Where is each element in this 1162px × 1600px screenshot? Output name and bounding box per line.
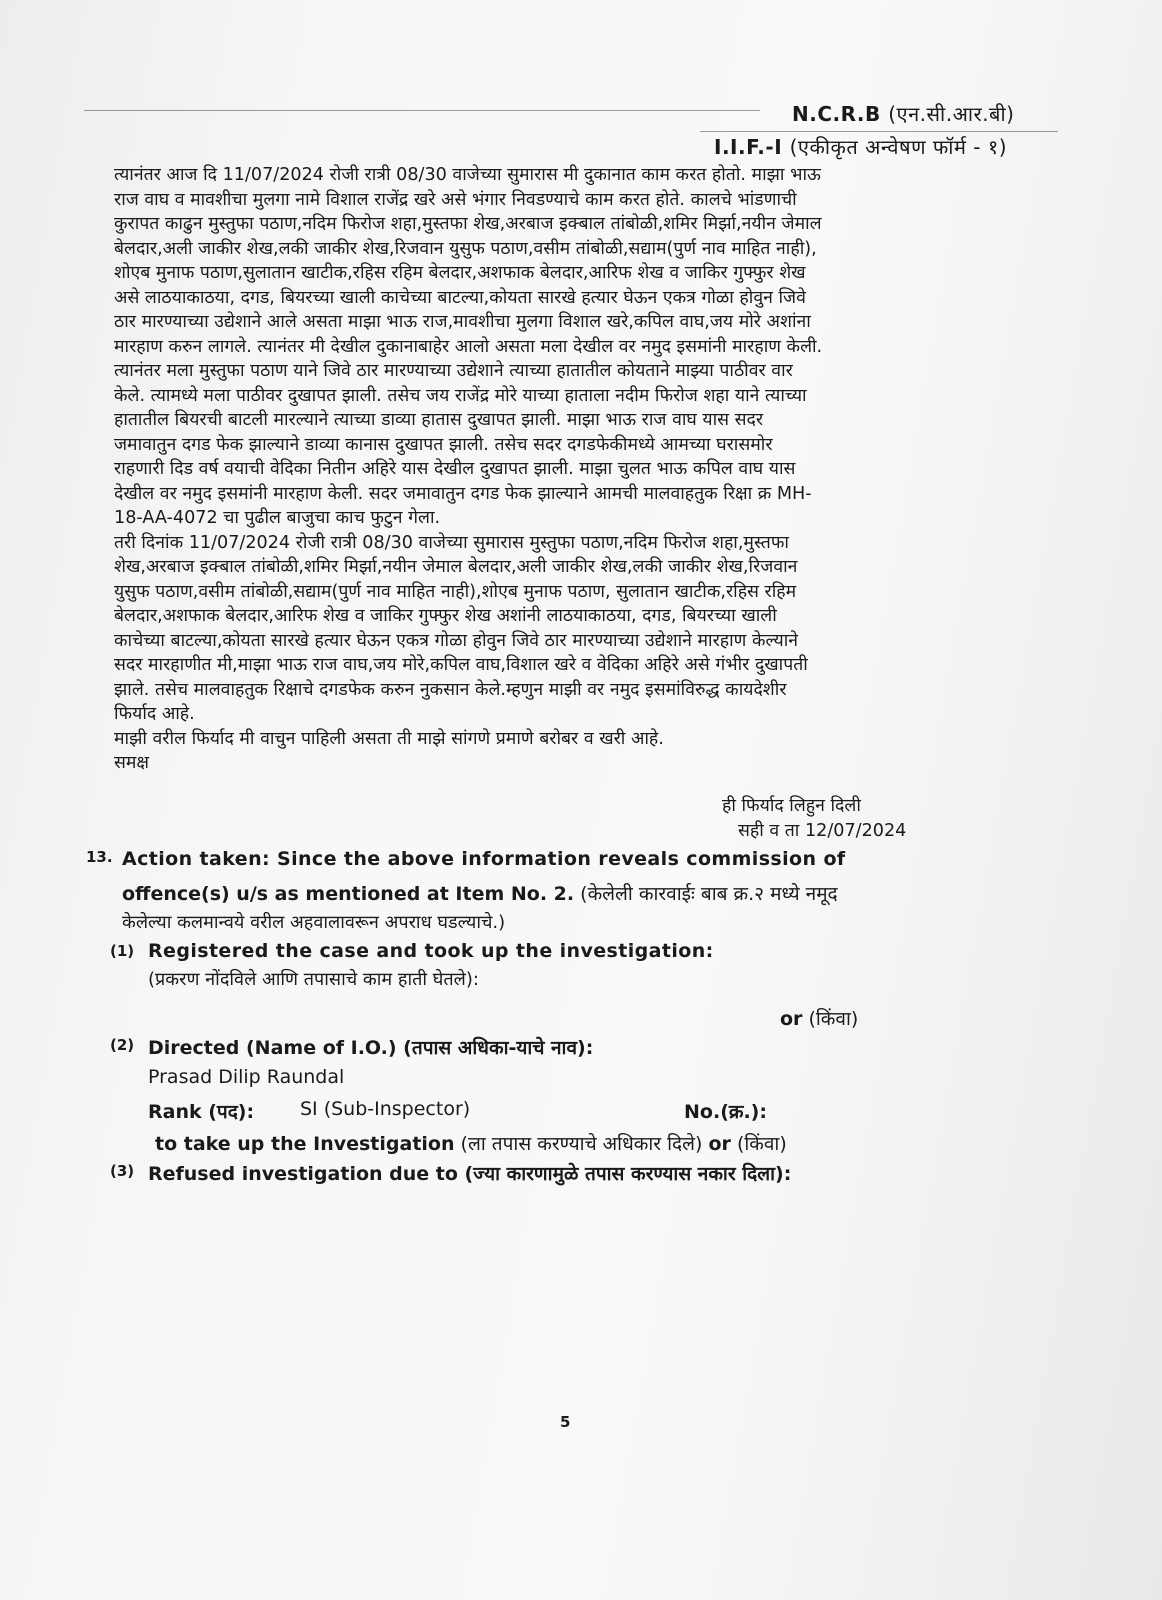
narrative-line: देखील वर नमुद इसमांनी मारहाण केली. सदर जमावातुन दगड फेक झाल्याने आमची मालवाहतुक रिक्षा क्र MH- bbox=[114, 483, 812, 504]
narrative-line: फिर्याद आहे. bbox=[114, 704, 195, 724]
or-label-marathi: (किंवा) bbox=[802, 1008, 859, 1030]
item-3-number: (3) bbox=[110, 1162, 135, 1180]
section-13-line-2 bbox=[122, 880, 838, 906]
ncrb-heading bbox=[792, 100, 1014, 127]
narrative-line: हातातील बियरची बाटली मारल्याने त्याच्या डाव्या हातास दुखापत झाली. माझा भाऊ राज वाघ यास सदर bbox=[114, 410, 764, 430]
narrative-line: राहणारी दिड वर्ष वयाची वेदिका नितीन अहिरे यास देखील दुखापत झाली. माझा चुलत भाऊ कपिल वाघ यास bbox=[114, 459, 796, 479]
or-label-2: or bbox=[708, 1133, 731, 1155]
section-13-marathi: (केलेली कारवाईः बाब क्र.२ मध्ये नमूद bbox=[574, 883, 838, 905]
item-2-label: Directed (Name of I.O.) bbox=[148, 1037, 397, 1059]
item-2-investigation-line bbox=[155, 1130, 787, 1156]
section-13-offence-text: offence(s) u/s as mentioned at Item No. 2. bbox=[122, 883, 575, 905]
item-1-marathi: (प्रकरण नोंदविले आणि तपासाचे काम हाती घेतले): bbox=[148, 969, 479, 990]
narrative-line: काचेच्या बाटल्या,कोयता सारखे हत्यार घेऊन एकत्र गोळा होवुन जिवे ठार मारण्याच्या उद्येशाने मारहाण केल्याने bbox=[114, 630, 799, 651]
item-3-label-marathi: (ज्या कारणामुळे तपास करण्यास नकार दिला): bbox=[457, 1163, 792, 1185]
narrative-line: जमावातुन दगड फेक झाल्याने डाव्या कानास दुखापत झाली. तसेच सदर दगडफेकीमध्ये आमच्या घरासमोर bbox=[114, 434, 773, 455]
investigation-marathi: (ला तपास करण्याचे अधिकार दिले) bbox=[454, 1133, 709, 1155]
or-label-2-marathi: (किंवा) bbox=[730, 1133, 787, 1155]
narrative-line: सदर मारहाणीत मी,माझा भाऊ राज वाघ,जय मोरे,कपिल वाघ,विशाल खरे व वेदिका अहिरे असे गंभीर दुखापती bbox=[114, 655, 808, 675]
rank-label-marathi: (पद): bbox=[201, 1101, 255, 1123]
narrative-line: 18-AA-4072 चा पुढील बाजुचा काच फुटुन गेला. bbox=[114, 508, 441, 528]
header-rule bbox=[84, 110, 760, 111]
narrative-line: तरी दिनांक 11/07/2024 रोजी रात्री 08/30 वाजेच्या सुमारास मुस्तुफा पठाण,नदिम फिरोज शहा,मुस्तफा bbox=[114, 532, 789, 553]
item-2-number: (2) bbox=[110, 1036, 135, 1054]
ncrb-label-marathi: (एन.सी.आर.बी) bbox=[888, 102, 1015, 126]
narrative-line: समक्ष bbox=[114, 753, 150, 773]
narrative-line: बेलदार,अली जाकीर शेख,लकी जाकीर शेख,रिजवान युसुफ पठाण,वसीम तांबोळी,सद्याम(पुर्ण नाव माहित नाही), bbox=[114, 238, 817, 259]
section-13-number: 13. bbox=[86, 848, 113, 866]
or-label: or bbox=[780, 1008, 803, 1030]
number-label-marathi: (क्र.): bbox=[720, 1101, 767, 1123]
item-3-label: Refused investigation due to bbox=[148, 1163, 458, 1185]
narrative-line: युसुफ पठाण,वसीम तांबोळी,सद्याम(पुर्ण नाव माहित नाही),शोएब मुनाफ पठाण, सुलातान खाटीक,रहिस रहिम bbox=[114, 581, 797, 602]
officer-number-label bbox=[684, 1098, 767, 1124]
form-heading bbox=[714, 133, 1007, 160]
narrative-line: त्यानंतर आज दि 11/07/2024 रोजी रात्री 08/30 वाजेच्या सुमारास मी दुकानात काम करत होतो. माझा भाऊ bbox=[114, 165, 821, 185]
form-name-marathi: (एकीकृत अन्वेषण फॉर्म - १) bbox=[789, 135, 1008, 159]
narrative-line: कुरापत काढुन मुस्तुफा पठाण,नदिम फिरोज शहा,मुस्तफा शेख,अरबाज इक्बाल तांबोळी,शमिर मिर्झा,नयीन जेमाल bbox=[114, 214, 822, 234]
or-separator-1 bbox=[780, 1005, 858, 1031]
narrative-line: राज वाघ व मावशीचा मुलगा नामे विशाल राजेंद्र खरे असे भंगार निवडण्याचे काम करत होते. कालचे भांडणाची bbox=[114, 189, 797, 210]
form-code: I.I.F.-I bbox=[714, 135, 783, 159]
item-2-heading bbox=[148, 1034, 593, 1060]
narrative-line: केले. त्यामध्ये मला पाठीवर दुखापत झाली. तसेच जय राजेंद्र मोरे याच्या हाताला नदीम फिरोज शहा याने त्याच्या bbox=[114, 385, 807, 406]
rank-label bbox=[148, 1098, 254, 1124]
investigation-text: to take up the Investigation bbox=[155, 1133, 455, 1155]
ncrb-label: N.C.R.B bbox=[792, 102, 881, 126]
complaint-narrative bbox=[114, 163, 1014, 776]
rank-label-text: Rank bbox=[148, 1101, 202, 1123]
io-name: Prasad Dilip Raundal bbox=[148, 1066, 345, 1088]
rank-value: SI (Sub-Inspector) bbox=[300, 1098, 471, 1120]
number-label-text: No. bbox=[684, 1101, 721, 1123]
narrative-line: झाले. तसेच मालवाहतुक रिक्षाचे दगडफेक करुन नुकसान केले.म्हणुन माझी वर नमुद इसमांविरुद्ध कायदेशीर bbox=[114, 679, 787, 700]
narrative-line: बेलदार,अशफाक बेलदार,आरिफ शेख व जाकिर गुफ्फुर शेख अशांनी लाठयाकाठया, दगड, बियरच्या खाली bbox=[114, 606, 777, 626]
section-13-line-3: केलेल्या कलमान्वये वरील अहवालावरून अपराध घडल्याचे.) bbox=[122, 912, 506, 933]
narrative-line: असे लाठयाकाठया, दगड, बियरच्या खाली काचेच्या बाटल्या,कोयता सारखे हत्यार घेऊन एकत्र गोळा होवुन जिवे bbox=[114, 287, 806, 308]
item-1-number: (1) bbox=[110, 942, 135, 960]
item-1-heading: Registered the case and took up the investigation: bbox=[148, 940, 714, 962]
page-number: 5 bbox=[560, 1413, 571, 1431]
narrative-line: मारहाण करुन लागले. त्यानंतर मी देखील दुकानाबाहेर आलो असता मला देखील वर नमुद इसमांनी मारहाण केली. bbox=[114, 336, 823, 357]
item-2-label-marathi: (तपास अधिका-याचे नाव): bbox=[396, 1037, 594, 1059]
signoff-statement: ही फिर्याद लिहुन दिली bbox=[722, 796, 861, 816]
narrative-line: शेख,अरबाज इक्बाल तांबोळी,शमिर मिर्झा,नयीन जेमाल बेलदार,अली जाकीर शेख,लकी जाकीर शेख,रिजवान bbox=[114, 557, 798, 577]
narrative-line: शोएब मुनाफ पठाण,सुलातान खाटीक,रहिस रहिम बेलदार,अशफाक बेलदार,आरिफ शेख व जाकिर गुफ्फुर शेख bbox=[114, 263, 806, 283]
signoff-date: सही व ता 12/07/2024 bbox=[738, 821, 907, 841]
narrative-line: माझी वरील फिर्याद मी वाचुन पाहिली असता ती माझे सांगणे प्रमाणे बरोबर व खरी आहे. bbox=[114, 728, 664, 749]
section-13-heading: Action taken: Since the above information reveals commission of bbox=[122, 848, 846, 870]
narrative-line: ठार मारण्याच्या उद्येशाने आले असता माझा भाऊ राज,मावशीचा मुलगा विशाल खरे,कपिल वाघ,जय मोरे अशांना bbox=[114, 312, 811, 332]
narrative-line: त्यानंतर मला मुस्तुफा पठाण याने जिवे ठार मारण्याच्या उद्येशाने त्याच्या हातातील कोयताने माझ्या पाठीवर वार bbox=[114, 361, 793, 381]
item-3-heading bbox=[148, 1160, 791, 1186]
header-rule-secondary bbox=[700, 131, 1058, 132]
